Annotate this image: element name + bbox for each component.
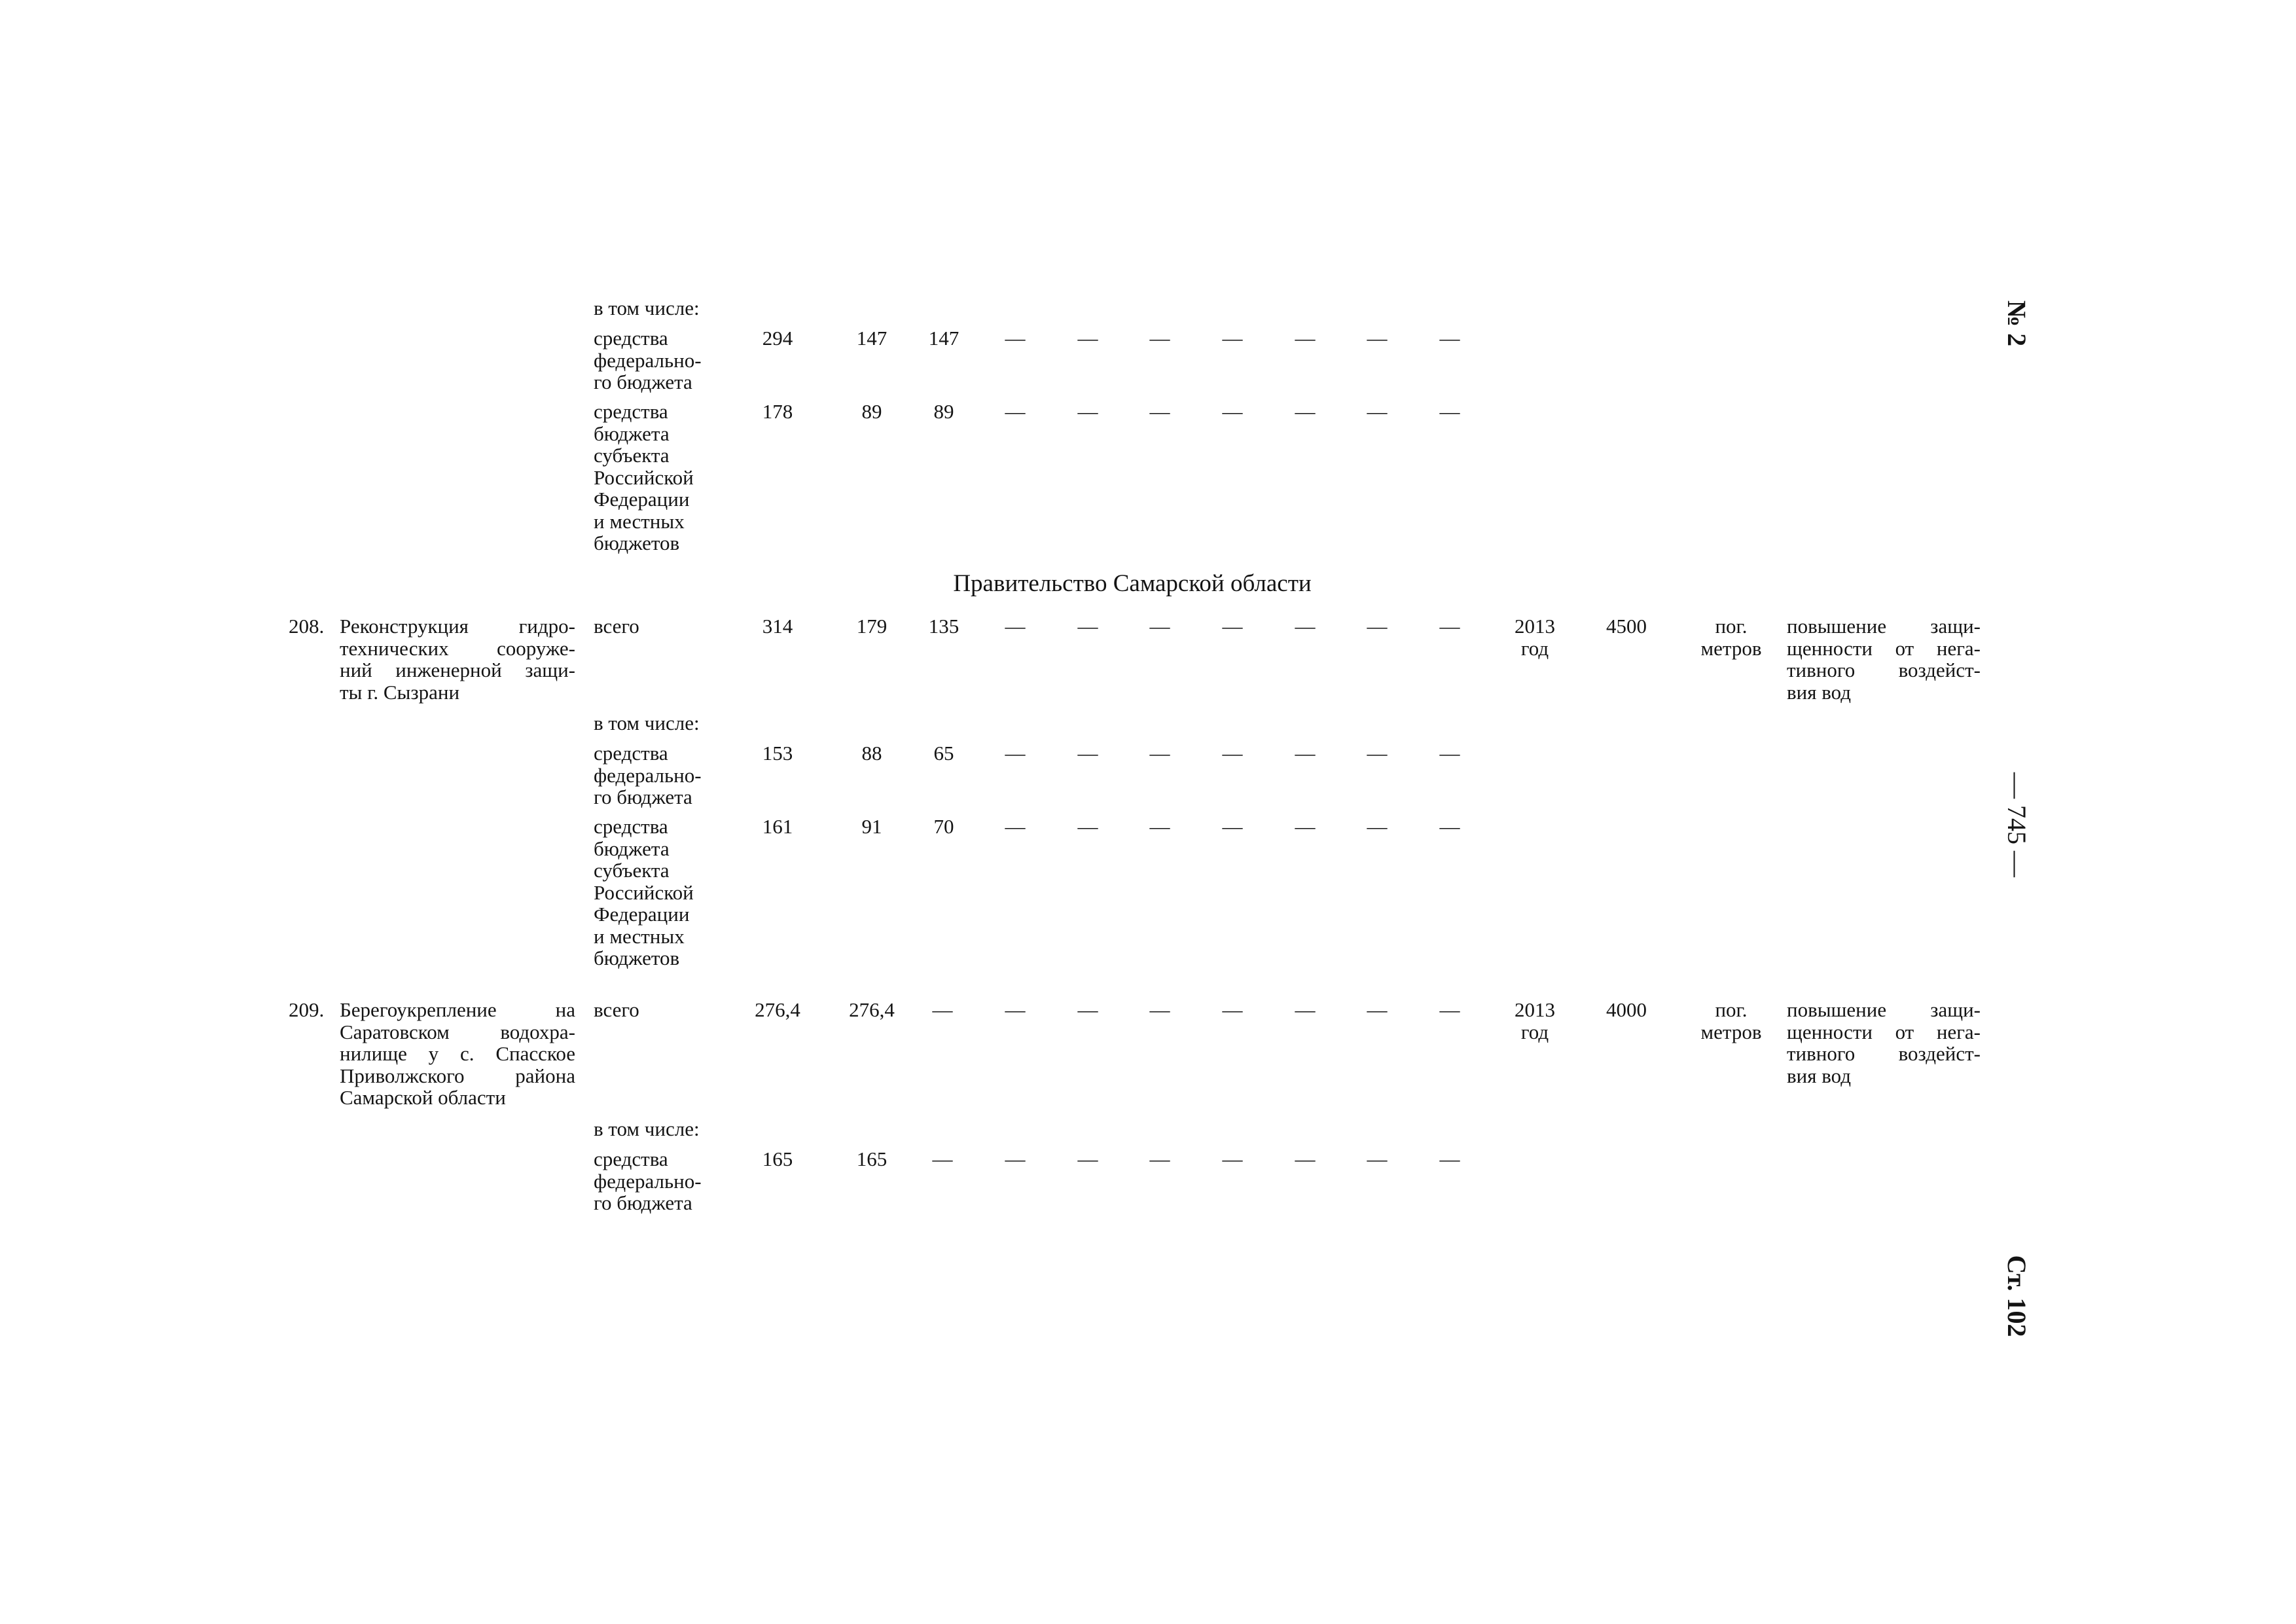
issue-number: № 2 xyxy=(2002,300,2032,347)
completion-year: 2013 год xyxy=(1515,998,1555,1043)
dash-cell: — xyxy=(1077,327,1098,350)
item-title-line: Приволжского района xyxy=(340,1064,575,1087)
completion-year: 2013 год xyxy=(1515,615,1555,660)
source-federal: средства федерально- го бюджета xyxy=(594,1147,702,1214)
dash-cell: — xyxy=(1005,815,1026,838)
effect-line: тивного воздейст- xyxy=(1787,659,1981,681)
dash-cell: — xyxy=(1005,998,1026,1021)
capacity-value: 4500 xyxy=(1606,615,1647,638)
dash-cell: — xyxy=(1222,1147,1243,1170)
dash-cell: — xyxy=(1149,615,1170,638)
dash-cell: — xyxy=(1367,742,1388,765)
page-number: — 745 — xyxy=(2002,772,2032,877)
dash-cell: — xyxy=(1295,742,1316,765)
dash-cell: — xyxy=(1222,742,1243,765)
item-title-line: ты г. Сызрани xyxy=(340,680,460,704)
dash-cell: — xyxy=(1367,998,1388,1021)
dash-cell: — xyxy=(1439,400,1460,423)
dash-cell: — xyxy=(1005,1147,1026,1170)
value-cell: 179 xyxy=(856,615,888,638)
effect-line: щенности от нега- xyxy=(1787,1020,1981,1043)
dash-cell: — xyxy=(1222,998,1243,1021)
dash-cell: — xyxy=(1077,1147,1098,1170)
dash-cell: — xyxy=(1222,327,1243,350)
value-cell: 89 xyxy=(933,400,954,423)
value-cell: 314 xyxy=(762,615,793,638)
value-cell: 165 xyxy=(856,1147,888,1170)
value-cell: 165 xyxy=(762,1147,793,1170)
effect-line: вия вод xyxy=(1787,1064,1852,1087)
including-label: в том числе: xyxy=(594,297,700,319)
item-title-line: Реконструкция гидро- xyxy=(340,615,575,638)
value-cell: 70 xyxy=(933,815,954,838)
item-title-line: Саратовском водохра- xyxy=(340,1020,575,1043)
dash-cell: — xyxy=(1439,815,1460,838)
value-cell: 161 xyxy=(762,815,793,838)
capacity-unit: пог. метров xyxy=(1700,615,1762,660)
value-cell: 276,4 xyxy=(755,998,800,1021)
dash-cell: — xyxy=(1367,615,1388,638)
value-cell: 147 xyxy=(856,327,888,350)
item-title-line: Берегоукрепление на xyxy=(340,998,575,1021)
dash-cell: — xyxy=(932,1147,953,1170)
value-cell: 276,4 xyxy=(849,998,895,1021)
dash-cell: — xyxy=(1005,327,1026,350)
source-regional: средства бюджета субъекта Российской Федерации и местных бюджетов xyxy=(594,400,694,554)
value-cell: 178 xyxy=(762,400,793,423)
section-heading: Правительство Самарской области xyxy=(953,570,1312,597)
item-title-line: нилище у с. Спасское xyxy=(340,1042,575,1065)
dash-cell: — xyxy=(1439,998,1460,1021)
dash-cell: — xyxy=(1077,815,1098,838)
article-number: Ст. 102 xyxy=(2002,1255,2032,1337)
value-cell: 135 xyxy=(928,615,960,638)
dash-cell: — xyxy=(1367,815,1388,838)
expected-effect xyxy=(1787,615,1981,703)
dash-cell: — xyxy=(1077,998,1098,1021)
dash-cell: — xyxy=(1222,400,1243,423)
value-cell: 147 xyxy=(928,327,960,350)
dash-cell: — xyxy=(1077,400,1098,423)
value-cell: 153 xyxy=(762,742,793,765)
dash-cell: — xyxy=(1077,742,1098,765)
dash-cell: — xyxy=(1295,615,1316,638)
dash-cell: — xyxy=(1149,815,1170,838)
source-regional: средства бюджета субъекта Российской Федерации и местных бюджетов xyxy=(594,815,694,969)
dash-cell: — xyxy=(1295,327,1316,350)
dash-cell: — xyxy=(932,998,953,1021)
dash-cell: — xyxy=(1149,400,1170,423)
effect-line: повышение защи- xyxy=(1787,615,1981,638)
dash-cell: — xyxy=(1295,1147,1316,1170)
item-title-line: технических сооруже- xyxy=(340,636,575,660)
total-label: всего xyxy=(594,615,639,638)
dash-cell: — xyxy=(1367,327,1388,350)
item-title-line: Самарской области xyxy=(340,1086,506,1109)
dash-cell: — xyxy=(1439,742,1460,765)
dash-cell: — xyxy=(1439,615,1460,638)
dash-cell: — xyxy=(1295,815,1316,838)
effect-line: повышение защи- xyxy=(1787,998,1981,1021)
value-cell: 88 xyxy=(861,742,882,765)
dash-cell: — xyxy=(1439,327,1460,350)
including-label: в том числе: xyxy=(594,1117,700,1140)
dash-cell: — xyxy=(1005,615,1026,638)
dash-cell: — xyxy=(1149,742,1170,765)
effect-line: щенности от нега- xyxy=(1787,636,1981,660)
dash-cell: — xyxy=(1005,400,1026,423)
dash-cell: — xyxy=(1149,327,1170,350)
total-label: всего xyxy=(594,998,639,1021)
dash-cell: — xyxy=(1077,615,1098,638)
dash-cell: — xyxy=(1295,998,1316,1021)
dash-cell: — xyxy=(1149,998,1170,1021)
capacity-value: 4000 xyxy=(1606,998,1647,1021)
dash-cell: — xyxy=(1005,742,1026,765)
item-number: 209. xyxy=(289,998,325,1021)
dash-cell: — xyxy=(1295,400,1316,423)
item-title xyxy=(340,615,575,703)
capacity-unit: пог. метров xyxy=(1700,998,1762,1043)
value-cell: 91 xyxy=(861,815,882,838)
item-title-line: ний инженерной защи- xyxy=(340,659,575,681)
source-federal: средства федерально- го бюджета xyxy=(594,742,702,808)
value-cell: 294 xyxy=(762,327,793,350)
dash-cell: — xyxy=(1367,1147,1388,1170)
effect-line: вия вод xyxy=(1787,680,1852,704)
source-federal: средства федерально- го бюджета xyxy=(594,327,702,393)
value-cell: 65 xyxy=(933,742,954,765)
effect-line: тивного воздейст- xyxy=(1787,1042,1981,1065)
dash-cell: — xyxy=(1222,815,1243,838)
dash-cell: — xyxy=(1439,1147,1460,1170)
expected-effect xyxy=(1787,999,1981,1087)
including-label: в том числе: xyxy=(594,712,700,734)
dash-cell: — xyxy=(1149,1147,1170,1170)
dash-cell: — xyxy=(1222,615,1243,638)
item-number: 208. xyxy=(289,615,325,638)
item-title xyxy=(340,999,575,1109)
value-cell: 89 xyxy=(861,400,882,423)
dash-cell: — xyxy=(1367,400,1388,423)
